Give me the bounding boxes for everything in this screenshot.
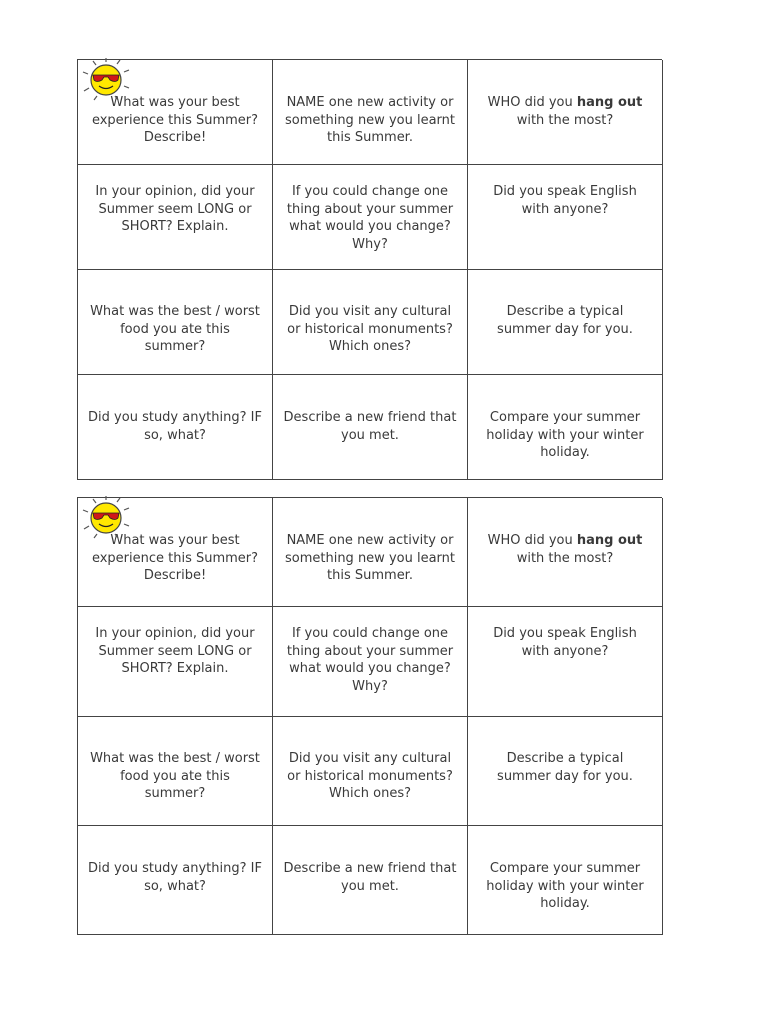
question-card bbox=[78, 498, 273, 607]
question-card bbox=[78, 826, 273, 935]
question-text: What was your best experience this Summer? Describe! bbox=[91, 95, 259, 145]
question-text: Compare your summer holiday with your winter holiday. bbox=[486, 861, 644, 911]
question-text: NAME one new activity or something new you learnt this Summer. bbox=[284, 95, 455, 145]
question-card bbox=[468, 270, 663, 375]
question-text: If you could change one thing about your summer what would you change? Why? bbox=[286, 626, 454, 694]
question-card bbox=[273, 498, 468, 607]
question-card bbox=[273, 375, 468, 480]
question-card bbox=[273, 826, 468, 935]
question-text: Describe a typical summer day for you. bbox=[497, 304, 633, 337]
question-card bbox=[78, 165, 273, 270]
question-card bbox=[273, 607, 468, 717]
question-text: Describe a new friend that you met. bbox=[283, 410, 457, 443]
question-text: In your opinion, did your Summer seem LONG or SHORT? Explain. bbox=[95, 626, 255, 676]
question-text: Did you visit any cultural or historical monuments? Which ones? bbox=[287, 751, 453, 801]
question-card bbox=[78, 375, 273, 480]
sun-with-sunglasses-icon bbox=[82, 496, 138, 540]
question-text: What was your best experience this Summer? Describe! bbox=[91, 533, 259, 583]
question-card bbox=[273, 717, 468, 826]
question-card bbox=[468, 375, 663, 480]
question-text: Describe a typical summer day for you. bbox=[497, 751, 633, 784]
question-card-grid-1 bbox=[77, 59, 662, 480]
question-text: WHO did you hang out with the most? bbox=[487, 95, 643, 128]
question-text: WHO did you hang out with the most? bbox=[487, 533, 643, 566]
question-card bbox=[78, 270, 273, 375]
question-text: Did you visit any cultural or historical monuments? Which ones? bbox=[287, 304, 453, 354]
question-card bbox=[78, 60, 273, 165]
question-text: If you could change one thing about your summer what would you change? Why? bbox=[286, 184, 454, 252]
question-text: In your opinion, did your Summer seem LONG or SHORT? Explain. bbox=[95, 184, 255, 234]
question-text: Did you study anything? IF so, what? bbox=[88, 861, 262, 894]
question-text: Did you study anything? IF so, what? bbox=[88, 410, 262, 443]
question-text: NAME one new activity or something new you learnt this Summer. bbox=[284, 533, 455, 583]
question-text: Did you speak English with anyone? bbox=[493, 626, 637, 659]
question-card bbox=[468, 717, 663, 826]
question-text: Compare your summer holiday with your winter holiday. bbox=[486, 410, 644, 460]
question-text: Describe a new friend that you met. bbox=[283, 861, 457, 894]
sun-with-sunglasses-icon bbox=[82, 58, 138, 102]
question-text: What was the best / worst food you ate this summer? bbox=[90, 304, 260, 354]
question-card bbox=[273, 165, 468, 270]
question-card bbox=[78, 607, 273, 717]
question-card bbox=[468, 60, 663, 165]
question-card bbox=[468, 826, 663, 935]
question-card bbox=[273, 60, 468, 165]
question-card bbox=[468, 165, 663, 270]
question-card bbox=[468, 498, 663, 607]
question-card bbox=[468, 607, 663, 717]
question-card-grid-2 bbox=[77, 497, 662, 935]
question-card bbox=[78, 717, 273, 826]
question-text: What was the best / worst food you ate this summer? bbox=[90, 751, 260, 801]
question-text: Did you speak English with anyone? bbox=[493, 184, 637, 217]
question-card bbox=[273, 270, 468, 375]
